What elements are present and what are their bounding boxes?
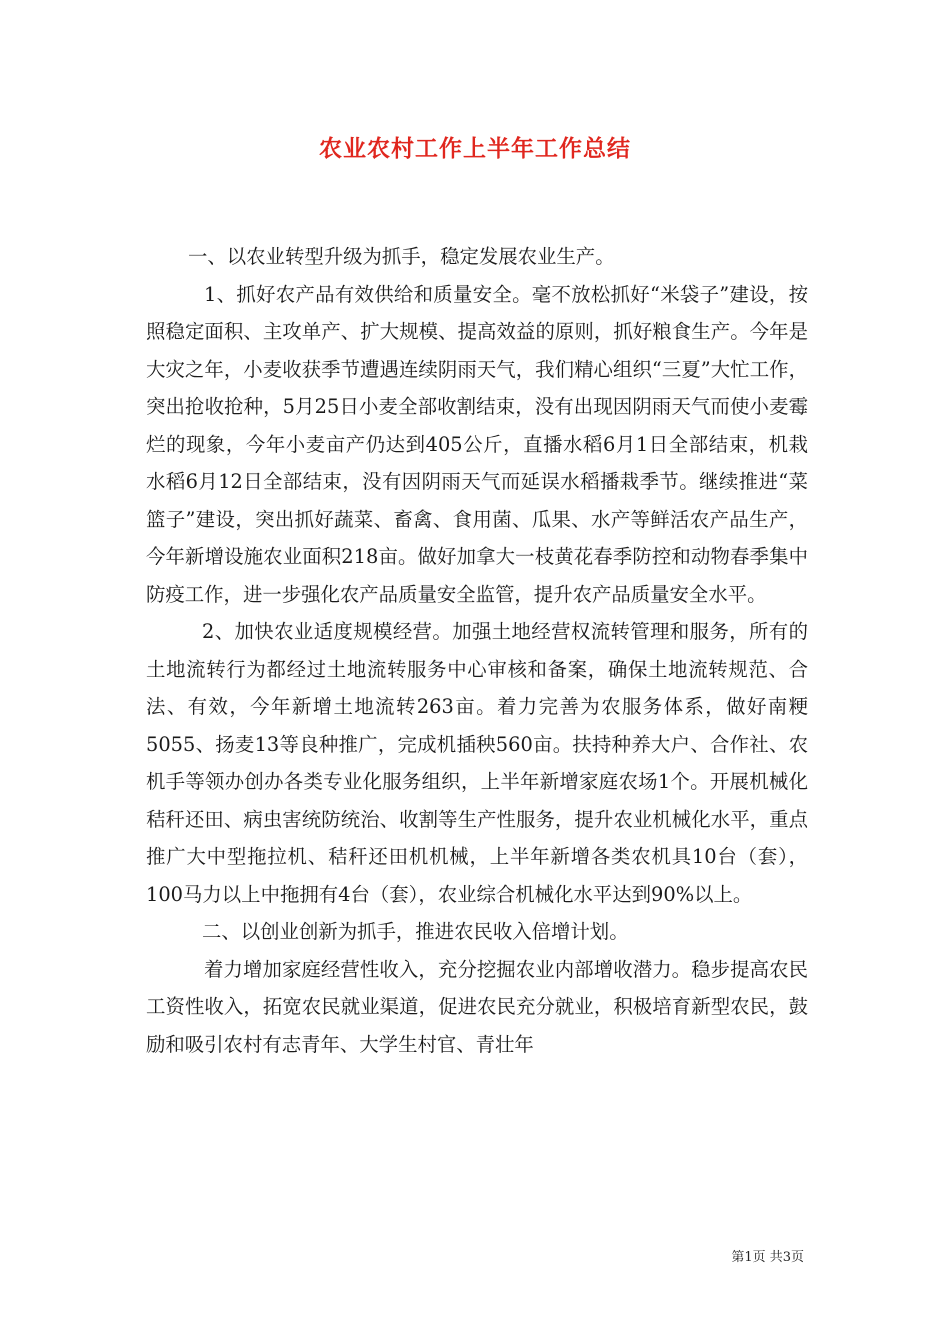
section-heading-1: 一、以农业转型升级为抓手，稳定发展农业生产。 [188,245,615,268]
page-number: 第1页 共3页 [731,1250,804,1265]
document-title: 农业农村工作上半年工作总结 [319,135,631,162]
section-heading-2: 二、以创业创新为抓手，推进农民收入倍增计划。 [202,920,629,943]
document-body [146,238,808,1063]
paragraph-1: 1、抓好农产品有效供给和质量安全。毫不放松抓好“米袋子”建设，按照稳定面积、主攻单产、扩大规模、提高效益的原则，抓好粮食生产。今年是大灾之年，小麦收获季节遭遇连续阴雨天气，我们精心组织“三夏”大忙工作，突出抢收抢种，5月25日小麦全部收割结束，没有出现因阴雨天气而使小麦霉烂的现象，今年小麦亩产仍达到405公斤，直播水稻6月1日全部结束，机栽水稻6月12日全部结束，没有因阴雨天气而延误水稻播栽季节。继续推进“菜篮子”建设，突出抓好蔬菜、畜禽、食用菌、瓜果、水产等鲜活农产品生产，今年新增设施农业面积218亩。做好加拿大一枝黄花春季防控和动物春季集中防疫工作，进一步强化农产品质量安全监管，提升农产品质量安全水平。 [146,282,808,606]
paragraph-3: 着力增加家庭经营性收入，充分挖掘农业内部增收潜力。稳步提高农民工资性收入，拓宽农民就业渠道，促进农民充分就业，积极培育新型农民，鼓励和吸引农村有志青年、大学生村官、青壮年 [146,957,808,1056]
paragraph-2: 2、加快农业适度规模经营。加强土地经营权流转管理和服务，所有的土地流转行为都经过土地流转服务中心审核和备案，确保土地流转规范、合法、有效，今年新增土地流转263亩。着力完善为农服务体系，做好南粳5055、扬麦13等良种推广，完成机插秧560亩。扶持种养大户、合作社、农机手等领办创办各类专业化服务组织，上半年新增家庭农场1个。开展机械化秸秆还田、病虫害统防统治、收割等生产性服务，提升农业机械化水平，重点推广大中型拖拉机、秸秆还田机机械，上半年新增各类农机具10台（套），100马力以上中拖拥有4台（套），农业综合机械化水平达到90%以上。 [146,620,808,906]
